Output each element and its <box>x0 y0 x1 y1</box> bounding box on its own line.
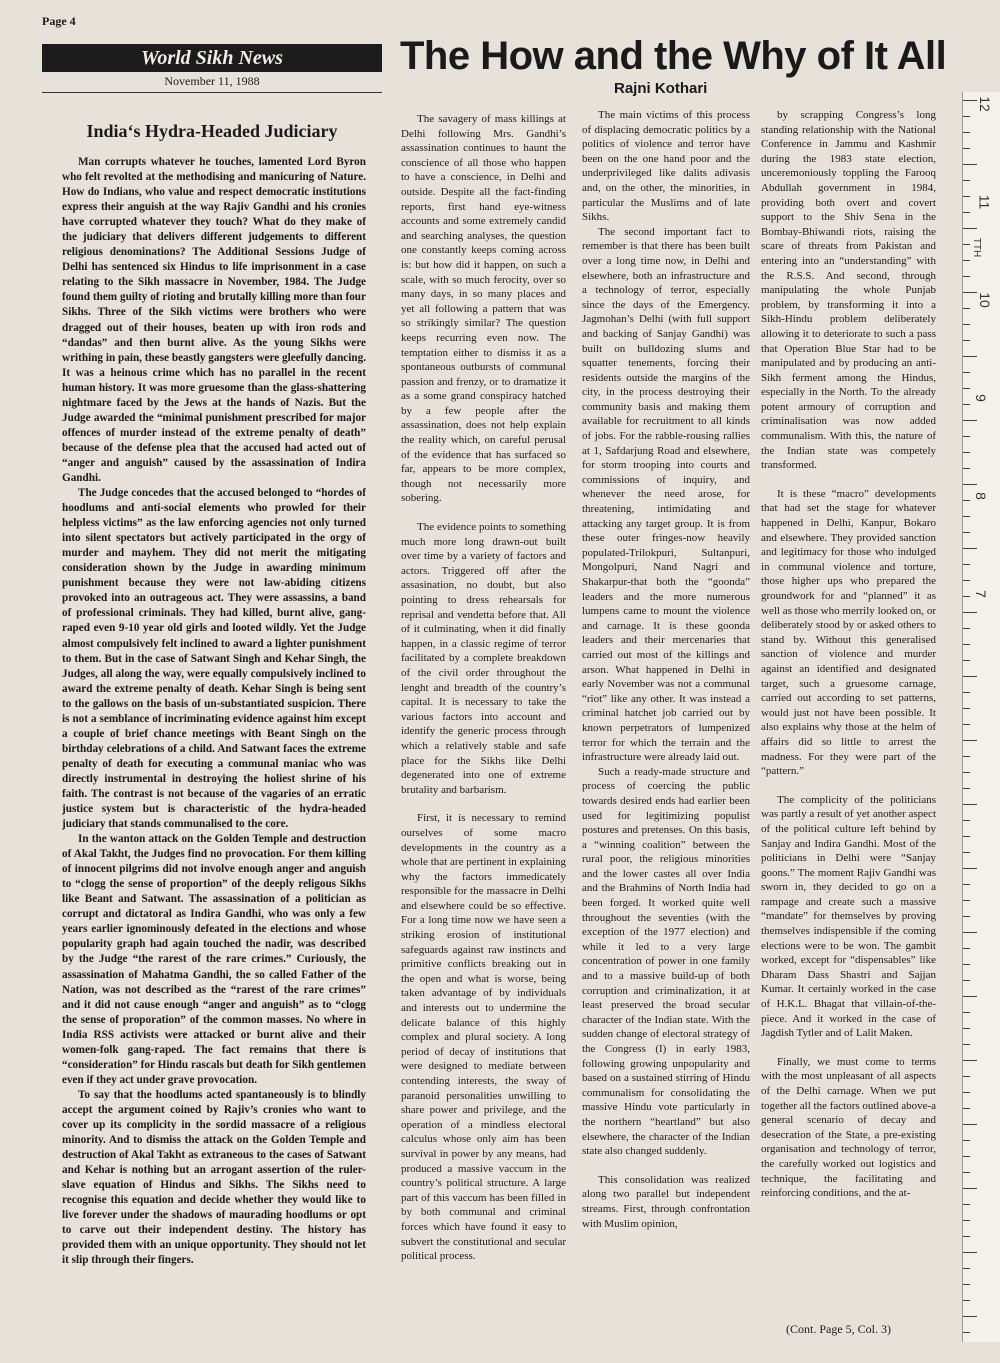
editorial-paragraph: In the wanton attack on the Golden Temple and destruction of Akal Takht, the Judges find no provocation. For them killing of innocent pilgrims did not involve enough anger and anguish to “clogg the sense of proportion” of the deeply religous Sikhs like Beant and Satwant. The assassination of a politician as corrupt and dictatoral as Indira Gandhi, who was only a few years earlier ignominously defeated in the elections and whose popularity graph had again touched the nadir, was described by the Judge “the rarest of the rare crimes.” Curiously, the assassination of Mahatma Gandhi, the so called Father of the Nation, was not described as the “rarest of the rare crimes” and it did not cause enough “anger and anguish” as to “clogg the sense of proporation” of the common masses. No where in India RSS activists were attacked or burnt alive and their women-folk gang-raped. The fact remains that there is “consideration” for Hindu rascals but death for Sikh gentlemen even if they act under grave provocation. <box>62 833 366 1086</box>
ruler-tick <box>963 116 970 117</box>
ruler-tick <box>963 1204 970 1205</box>
article-column-3 <box>761 108 936 1318</box>
editorial-paragraph: To say that the hoodlums acted spantaneously is to blindly accept the argument coined by Rajiv’s cronies who want to cover up its complicity in the sordid massacre of a religious minority. And to dismiss the attack on the Golden Temple and destruction of Akal Takht as extraneous to the cases of Satwant and Kehar is nothing but an arrogant assertion of the ruler-slave equation of Hindus and Sikhs. The Sikhs need to recognise this equation and decide whether they would like to live forever under the shadows of maurading hoodlums or opt to carve out their independent destiny. The history has provided them with an unique opportunity. They should not let it slip through their fingers. <box>62 1088 366 1267</box>
ruler-tick <box>963 1252 977 1253</box>
ruler-tick <box>963 1012 970 1013</box>
ruler-label: TTH <box>971 237 983 258</box>
ruler-tick <box>963 1284 970 1285</box>
ruler-tick <box>963 580 970 581</box>
ruler-tick <box>963 1060 977 1061</box>
ruler-tick <box>963 1140 970 1141</box>
ruler-tick <box>963 852 970 853</box>
ruler-tick <box>963 1156 970 1157</box>
masthead-banner: World Sikh News <box>42 44 382 72</box>
ruler-tick <box>963 372 970 373</box>
ruler-number: 12 <box>976 96 993 112</box>
ruler-number: 11 <box>976 194 993 210</box>
article-paragraph: Finally, we must come to terms with the most unpleasant of all aspects of the Delhi carnage. When we put together all the factors outlined above-a general scenario of decay and desecration of the State, a pre-existing organisation and technology of terror, the carefully worked out logistics and technique, the facilitating and reinforcing conditions, and the at- <box>761 1055 936 1200</box>
article-paragraph: The savagery of mass killings at Delhi following Mrs. Gandhi’s assassination continues to haunt the conscience of all those who happen to have a conscience, in Delhi and outside. Despite all the fact-finding reports, first hand eye-witness accounts and some extremely candid and searching analyses, the question one constantly keeps coming across is: but how did it happen, on such a scale, with so much ferocity, over so many days, in so many places and yet all following a pattern that was so strikingly similar? The question keeps recurring even now. The temptation either to dismiss it as a spontaneous outbursts of communal passion and frenzy, or to dramatize it as a some grand conspiracy hatched by a few people after the assassination, does not help explain the reality which, on careful perusal of the evidence that has surfaced so far, appears to be more complex, though not necessarily more sobering. <box>401 113 566 505</box>
continuation-note: (Cont. Page 5, Col. 3) <box>786 1322 891 1336</box>
ruler-tick <box>963 804 977 805</box>
ruler-tick <box>963 788 970 789</box>
editorial-paragraph: Man corrupts whatever he touches, lamented Lord Byron who felt revolted at the methodising and manicuring of Nature. How do Indians, who value and respect democratic institutions express their anguish at the way Rajiv Gandhi and his cronies have corrupted whatever they touch? What do they make of the judiciary that delivers different judgements to different religious denominations? The Additional Sessions Judge of Delhi has sentenced six Hindus to life imprisonment in a case relating to the Sikh massacre in November, 1984. The Judge found them guilty of rioting and brutally killing more than four Sikhs. Three of the Sikh victims were brothers who were dragged out of their houses, beaten up with iron rods and “dandas” and then burnt alive. As the young Sikhs were writhing in pain, these beastly gangsters were gleefully dancing. It was a heinous crime which has no parallel in the recent human history. It was more gruesome than the glass-shattering nightmare faced by the Jews at the hands of Nazis. But the Judge awarded the “minimal punishment prescribed for major offences of murder instead of the extreme penalty of death” because of the defense plea that the accused had acted out of “anger and anguish” caused by the assassination of Indira Gandhi. <box>62 156 366 484</box>
ruler-tick <box>963 1300 970 1301</box>
ruler-tick <box>963 900 970 901</box>
ruler-tick <box>963 196 970 197</box>
article-paragraph: Such a ready-made structure and process of coercing the public towards desired ends had earlier been used for legitimizing populist postures and pretenses. On this basis, a “winning coalition” between the rural poor, the religious minorities and the lower castes all over India and the Brahmins of North India had been forged. It worked quite well throughout the seventies (with the exception of the 1977 election) and while it led to a very large concentration of power in one family and to a massive build-up of both corruption and criminalization, it at least preserved the broad secular character of the Indian state. With the sudden change of electoral strategy of the Congress (I) in early 1983, following growing unpopularity and based on a sustained stirring of Hindu communalism for consolidating the massive Hindu vote particularly in the northern “heartland” but also elsewhere, the character of the Indian state also changed suddenly. <box>582 765 750 1158</box>
ruler-tick <box>963 644 970 645</box>
ruler-tick <box>963 180 970 181</box>
headline: The How and the Why of It All <box>400 34 947 78</box>
ruler-tick <box>963 148 970 149</box>
ruler-tick <box>963 100 977 101</box>
article-paragraph: This consolidation was realized along two parallel but independent streams. First, through confrontation with Muslim opinion, <box>582 1173 750 1230</box>
article-paragraph: The evidence points to something much more long drawn-out built over time by a variety of factors and actors. Triggered off after the assasination, no doubt, but also pointing to dress rehearsals for reprisal and vendetta before that. All of it culminating, when it did finally happen, in a classic regime of terror facilitated by a complete breakdown of the civil order throughout the lenght and breadth of the country’s capital. It is necessary to take the various factors into account and identify the generic process through which a relatively stable and safe place for the Sikhs like Delhi degenerated into one of extreme brutality and barbarism. <box>401 521 566 796</box>
ruler-tick <box>963 1044 970 1045</box>
ruler-tick <box>963 1188 977 1189</box>
ruler-tick <box>963 164 977 165</box>
ruler-tick <box>963 260 970 261</box>
masthead-rule <box>42 92 382 93</box>
ruler-tick <box>963 1108 970 1109</box>
ruler-tick <box>963 276 970 277</box>
ruler-tick <box>963 452 970 453</box>
ruler-tick <box>963 1236 970 1237</box>
ruler-tick <box>963 324 970 325</box>
ruler-tick <box>963 932 977 933</box>
ruler-tick <box>963 1268 970 1269</box>
ruler-tick <box>963 548 977 549</box>
editorial-title: India‘s Hydra-Headed Judiciary <box>86 121 338 141</box>
ruler-tick <box>963 244 970 245</box>
ruler-tick <box>963 756 970 757</box>
ruler-tick <box>963 740 977 741</box>
ruler-tick <box>963 388 970 389</box>
ruler-tick <box>963 1028 970 1029</box>
ruler-tick <box>963 1076 970 1077</box>
article-paragraph: The complicity of the politicians was partly a result of yet another aspect of the political culture left behind by Sanjay and Indira Gandhi. Most of the politicians in Delhi were “Sanjay goons.” The moment Rajiv Gandhi was sworn in, they decided to go on a rampage and create such a massive “mandate” for themselves by proving themselves indispensible if the coming elections were to be won. The gambit worked, except for “dispensables” like Dharam Dass Shastri and Sajjan Kumar. It certainly worked in the case of H.K.L. Bhagat that villain-of-the-piece. And it worked in the case of Jagdish Tytler and of Lalit Maken. <box>761 793 936 1040</box>
ruler-tick <box>963 1124 977 1125</box>
ruler-tick <box>963 660 970 661</box>
ruler-tick <box>963 356 977 357</box>
ruler-tick <box>963 596 970 597</box>
editorial-paragraph: The Judge concedes that the accused belonged to “hordes of hoodlums and anti-social elements who prowled for their helpless victims” as the law enforcing agencies not only turned into silent spectators but actively participated in the orgy of murder and mayhem. They did not merit the mitigating consideration shown by the Judge in awarding minimum punishment because they were not law-abiding citizens provoked into an outrageous act. They were assassins, a band of professional criminals. They had killed, burnt alive, gang-raped even 9-10 year old girls and looted wildly. Yet the Judge almost compulsively felt inclined to award a lighter punishment to them. But in the case of Satwant Singh and Kehar Singh, the Judges, all along the way, were equally compulsively inclined to award the extreme penalty of death. Kehar Singh is being sent to the gallows on the basis of un-substantiated suspicion. There is not a semblance of incriminating evidence against him except a couple of brief chance meetings with Beant Singh on the birthday celebrations of a child. And Satwant faces the extreme penalty of death for executing a communal maniac who was directly instrumental in destroying the holiest shrine of his faith. The contrast is not because of the vagaries of an erratic justice system but is characteristic of the hydra-headed judiciary that stands communalised to the core. <box>62 487 366 831</box>
ruler-tick <box>963 692 970 693</box>
ruler-tick <box>963 436 970 437</box>
ruler-tick <box>963 516 970 517</box>
article-paragraph: The second important fact to remember is that there has been built over a long time now, in Delhi and elsewhere, both an infrastructure and a technology of terror, especially since the days of the Emergency. Jagmohan’s Delhi (with full support and backing of Sanjay Gandhi) was built on bulldozing slums and squatter tenements, forcing their residents outside the margins of the city, in the process destroying their community basis and making them available for recruitment to all kinds of jobs. For the rabble-rousing rallies at 1, Safdarjung Road and elsewhere, for storm trooping into courts and commissions of inquiry, and whenever the need arose, for threatening, intimidating and attacking any target group. It is from these outer fringes-now heavily populated-Trilokpuri, Sultanpuri, Mongolpuri, Nand Nagri and Shakarpur-that both the “goonda” leaders and the more numerous lumpens came to mount the violence and carnage. It is these goonda leaders and their mercenaries that carried out most of the killings and arson. What happened in Delhi in early November was not a communal “riot” like any other. It was instead a criminal hatchet job carried out by known perpetrators of lumpenized terror for which the terrain and the infrastructure were already laid out. <box>582 225 750 764</box>
ruler-tick <box>963 948 970 949</box>
editorial-column <box>62 155 366 1335</box>
ruler-tick <box>963 980 970 981</box>
ruler-tick <box>963 500 970 501</box>
ruler-number: 8 <box>972 492 989 500</box>
ruler-tick <box>963 564 970 565</box>
ruler-tick <box>963 1172 970 1173</box>
ruler-tick <box>963 868 977 869</box>
issue-date: November 11, 1988 <box>164 74 260 88</box>
article-paragraph: by scrapping Congress’s long standing relationship with the National Conference in Jammu and Kashmir during the 1983 state election, unceremoniously toppling the Farooq Abdullah government in 1984, providing both overt and covert support to the Shiv Sena in the Bombay-Bhiwandi riots, raising the scare of threats from Pakistan and entering into an “understanding” with the R.S.S. And second, through manipulating the whole Punjab problem, by transforming it into a Sikh-Hindu problem deliberately allowing it to deteriorate to such a pass that Operation Blue Star had to be manipulated and by producing an anti-Sikh ferment among the Hindus, especially in the North. To the already potent armoury of corruption and criminalisation was now added communalism. With this, the nature of the Indian state was competely transformed. <box>761 109 936 472</box>
ruler-tick <box>963 228 977 229</box>
ruler-tick <box>963 532 970 533</box>
ruler-tick <box>963 884 970 885</box>
ruler-tick <box>963 468 970 469</box>
ruler-tick <box>963 820 970 821</box>
ruler-tick <box>963 708 970 709</box>
ruler-tick <box>963 676 977 677</box>
article-paragraph: It is these “macro” developments that had set the stage for whatever happened in Delhi, Kanpur, Bokaro and elsewhere. They provided sanction and legitimacy for those who indulged in communal violence and torture, those higher ups who prepared the groundwork for and “planned” it as well as those who merrily looked on, or deliberately stood by or asked others to stand by. Without this generalised sanction of violence and murder against an identified and designated target, such a gruesome carnage, carried out according to set patterns, would just not have been possible. It also explains why those at the helm of affairs did so little to arrest the madness. For they were part of the “pattern.” <box>761 487 936 778</box>
ruler-number: 9 <box>972 394 989 402</box>
ruler-number: 7 <box>972 590 989 598</box>
ruler-tick <box>963 484 977 485</box>
ruler-tick <box>963 1220 970 1221</box>
ruler-number: 10 <box>976 292 993 308</box>
article-column-2 <box>582 108 750 1343</box>
ruler-tick <box>963 1332 970 1333</box>
byline: Rajni Kothari <box>614 80 708 97</box>
ruler-tick <box>963 612 977 613</box>
article-column-1 <box>401 112 566 1337</box>
ruler-tick <box>963 212 970 213</box>
ruler-tick <box>963 340 970 341</box>
ruler-tick <box>963 1316 977 1317</box>
ruler-tick <box>963 1092 970 1093</box>
ruler-tick <box>963 132 970 133</box>
ruler-tick <box>963 836 970 837</box>
ruler-tick <box>963 420 977 421</box>
ruler-tick <box>963 724 970 725</box>
ruler-tick <box>963 292 977 293</box>
ruler-tick <box>963 404 970 405</box>
ruler-tick <box>963 996 977 997</box>
article-paragraph: First, it is necessary to remind ourselves of some macro developments in the country as a whole that are pertinent in explaining why the factors immedicately responsible for the massacre in Delhi and elsewhere could be so effective. For a long time now we have seen a striking erosion of institutional safeguards against raw instincts and primitive conflicts breaking out in the open and what is worse, being taken advantage of by individuals and interests out to undermine the delicate balance of this highly complex and plural society. A long period of decay of institutions that were designed to mediate between contending interests, the sway of paranoid personalities unwilling to share power and privilege, and the operation of a mindless electoral calculus whose only aim has been survival in power by any means, had produced a massive vaccum in the country’s political structure. A large part of this vaccum has been filled in by both communal and criminal forces which have found it easy to subvert the constitutional and secular political process. <box>401 812 566 1263</box>
article-paragraph: The main victims of this process of displacing democratic politics by a politics of violence and terror have been on the one hand poor and the underprivileged like dalits adivasis and, on the other, the minorities, in particular the Muslims and of late Sikhs. <box>582 109 750 224</box>
ruler-tick <box>963 772 970 773</box>
ruler-tick <box>963 964 970 965</box>
ruler-tick <box>963 628 970 629</box>
measuring-ruler <box>962 92 1000 1342</box>
ruler-tick <box>963 916 970 917</box>
ruler-tick <box>963 308 970 309</box>
page-number: Page 4 <box>42 14 76 28</box>
